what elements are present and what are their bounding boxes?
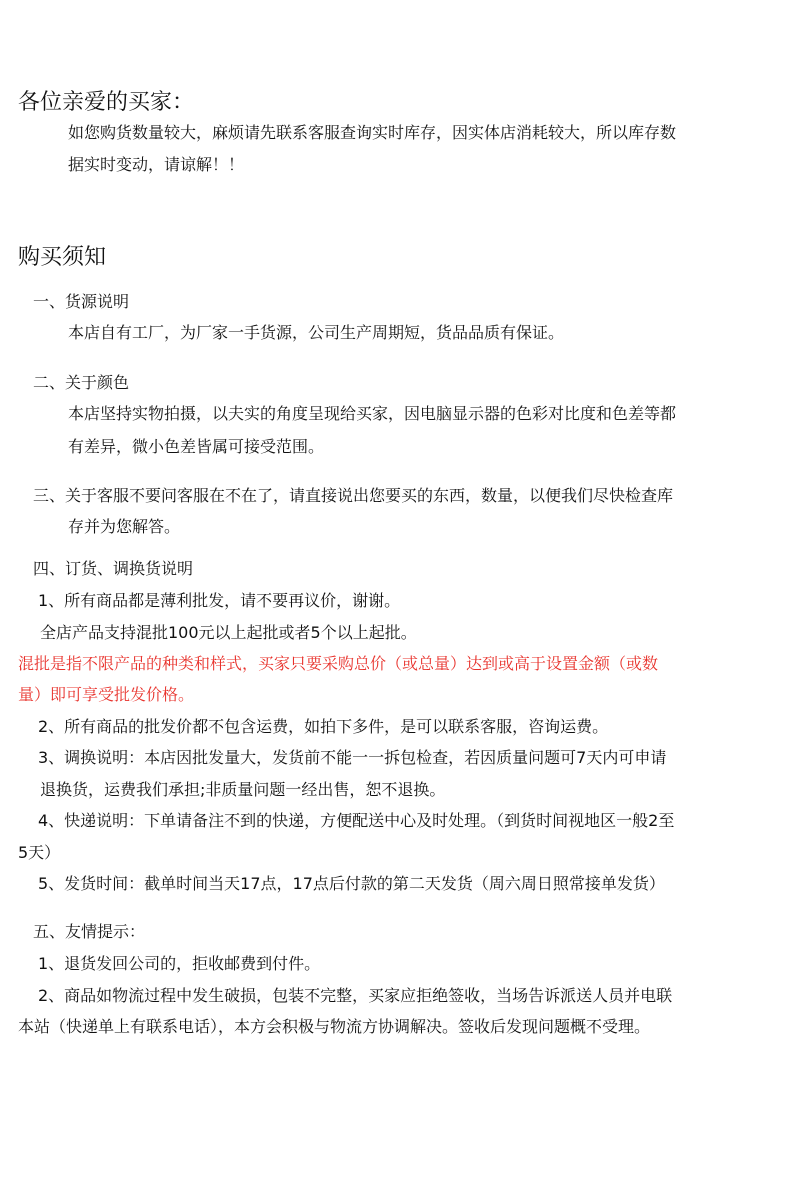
section-line: 有差异，微小色差皆属可接受范围。 (68, 437, 325, 456)
section-line: 本店自有工厂，为厂家一手货源，公司生产周期短，货品品质有保证。 (68, 323, 565, 342)
section-heading: 二、关于颜色 (33, 373, 130, 392)
section-line: 三、关于客服不要问客服在不在了，请直接说出您要买的东西，数量，以便我们尽快检查库 (33, 486, 674, 505)
section-heading: 四、订货、调换货说明 (33, 559, 194, 578)
section-line: 3、调换说明：本店因批发量大，发货前不能一一拆包检查，若因质量问题可7天内可申请 (38, 748, 667, 767)
highlight-line: 量）即可享受批发价格。 (18, 685, 195, 704)
section-line: 1、退货发回公司的，拒收邮费到付件。 (38, 954, 321, 973)
section-line: 2、所有商品的批发价都不包含运费，如拍下多件，是可以联系客服，咨询运费。 (38, 717, 609, 736)
greeting-line: 如您购货数量较大，麻烦请先联系客服查询实时库存，因实体店消耗较大，所以库存数 (68, 123, 677, 142)
section-heading: 一、货源说明 (33, 292, 130, 311)
greeting-line: 据实时变动，请谅解！！ (68, 155, 245, 174)
section-heading: 五、友情提示： (33, 922, 146, 941)
section-line: 5、发货时间：截单时间当天17点，17点后付款的第二天发货（周六周日照常接单发货） (38, 874, 665, 893)
section-line: 退换货，运费我们承担;非质量问题一经出售，恕不退换。 (40, 780, 446, 799)
section-line: 2、商品如物流过程中发生破损，包装不完整，买家应拒绝签收，当场告诉派送人员并电联 (38, 986, 673, 1005)
section-line: 存并为您解答。 (68, 517, 181, 536)
greeting-title: 各位亲爱的买家： (18, 90, 195, 115)
notice-title: 购买须知 (18, 245, 107, 270)
section-line: 5天） (18, 843, 61, 862)
highlight-line: 混批是指不限产品的种类和样式，买家只要采购总价（或总量）达到或高于设置金额（或数 (18, 654, 659, 673)
section-line: 全店产品支持混批100元以上起批或者5个以上起批。 (40, 623, 417, 642)
section-line: 4、快递说明：下单请备注不到的快递，方便配送中心及时处理。（到货时间视地区一般2至 (38, 811, 675, 830)
section-line: 本店坚持实物拍摄，以夫实的角度呈现给买家，因电脑显示器的色彩对比度和色差等都 (68, 404, 677, 423)
section-line: 本站（快递单上有联系电话），本方会积极与物流方协调解决。签收后发现问题概不受理。 (18, 1017, 651, 1036)
section-line: 1、所有商品都是薄利批发，请不要再议价，谢谢。 (38, 591, 401, 610)
